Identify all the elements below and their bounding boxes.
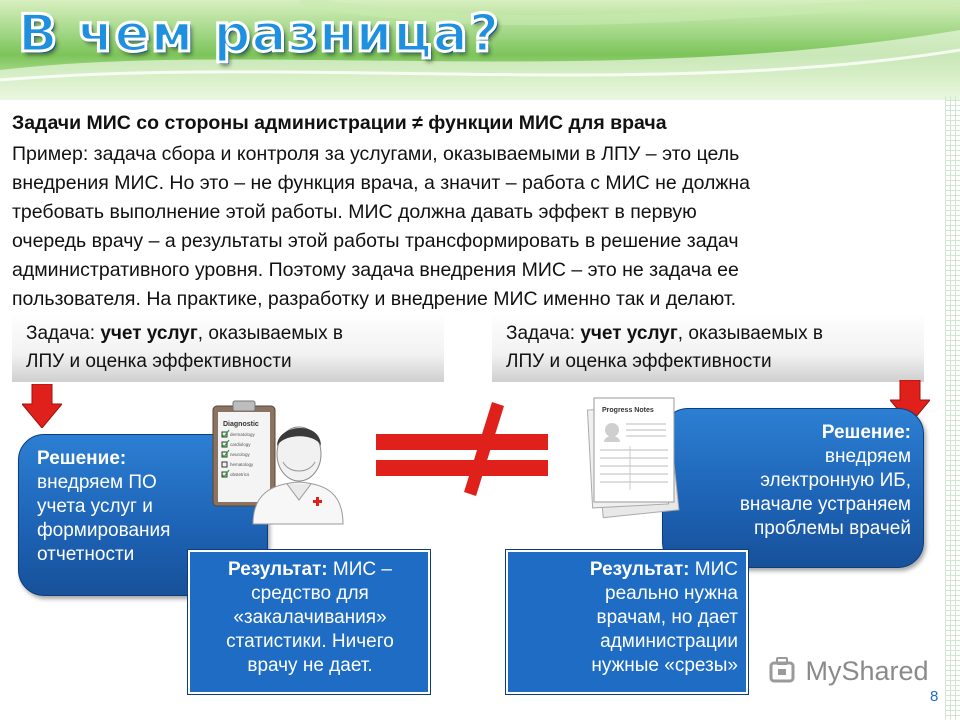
solution-line: отчетности <box>37 544 135 565</box>
task-line-2: ЛПУ и оценка эффективности <box>26 351 292 372</box>
clipboard-item: cardiology <box>230 442 251 447</box>
myshared-logo <box>768 656 929 687</box>
down-arrow-icon <box>22 384 62 428</box>
progress-notes-icon <box>580 390 690 520</box>
result-line: врачам, но дает <box>596 607 738 628</box>
solution-line: электронную ИБ, <box>760 470 911 491</box>
clipboard-icon <box>213 401 275 506</box>
decorative-grid-bar <box>945 96 960 720</box>
slide-title: В чем разница? <box>18 4 500 64</box>
paragraph-line: внедрения МИС. Но это – не функция врача, а значит – работа с МИС не должна <box>12 172 751 194</box>
clipboard-item: obstetrics <box>230 472 250 477</box>
result-line: реально нужна <box>605 583 738 604</box>
left-result-box <box>188 550 430 694</box>
paragraph-line: очередь врачу – а результаты этой работы трансформировать в решение задач <box>12 230 739 252</box>
result-label: Результат: <box>589 559 690 580</box>
page-number: 8 <box>930 688 939 705</box>
left-task-box <box>12 312 444 382</box>
logo-icon <box>768 656 798 686</box>
result-line: средство для <box>251 583 369 604</box>
task-rest: , оказываемых в <box>197 323 343 344</box>
solution-line: внедряем ПО <box>37 472 157 493</box>
clipboard-item: hematology <box>230 462 254 467</box>
not-equal-icon <box>372 396 552 496</box>
paragraph-line: административного уровня. Поэтому задача внедрения МИС – это не задача ее <box>12 259 739 281</box>
result-line: администрации <box>600 631 738 652</box>
task-bold: учет услуг <box>580 323 678 344</box>
result-first: МИС – <box>327 559 392 580</box>
result-line: «закалачивания» <box>233 607 387 628</box>
notes-title: Progress Notes <box>602 407 654 414</box>
result-line: нужные «срезы» <box>591 655 738 676</box>
solution-line: проблемы врачей <box>754 518 911 539</box>
logo-text: MyShared <box>805 656 929 686</box>
task-prefix: Задача: <box>506 323 581 344</box>
right-task-box <box>492 312 924 382</box>
paragraph-line: требовать выполнение этой работы. МИС должна давать эффект в первую <box>12 201 697 223</box>
paragraph-line: пользователя. На практике, разработку и внедрение МИС именно так и делают. <box>12 288 737 310</box>
solution-label: Решение: <box>821 422 911 443</box>
doctor-clipboard-illustration <box>205 396 345 526</box>
solution-label: Решение: <box>37 448 127 469</box>
solution-line: учета услуг и <box>37 496 153 517</box>
slide-heading: Задачи МИС со стороны администрации ≠ функции МИС для врача <box>12 112 667 134</box>
paragraph-line: Пример: задача сбора и контроля за услугами, оказываемыми в ЛПУ – это цель <box>12 143 740 165</box>
clipboard-title: Diagnostic <box>223 421 259 428</box>
clipboard-item: neurology <box>230 452 250 457</box>
right-result-box <box>506 550 748 694</box>
result-label: Результат: <box>228 559 328 580</box>
solution-line: внедряем <box>824 446 911 467</box>
result-line: врачу не дает. <box>247 655 373 676</box>
body-paragraph <box>12 140 932 314</box>
task-rest: , оказываемых в <box>677 323 823 344</box>
task-line-2: ЛПУ и оценка эффективности <box>506 351 772 372</box>
task-bold: учет услуг <box>100 323 198 344</box>
right-solution-panel <box>662 408 924 568</box>
task-prefix: Задача: <box>26 323 101 344</box>
result-first: МИС <box>689 559 738 580</box>
solution-line: формирования <box>37 520 171 541</box>
solution-line: вначале устраняем <box>739 494 911 515</box>
result-line: статистики. Ничего <box>226 631 394 652</box>
clipboard-item: dermatology <box>230 432 255 437</box>
